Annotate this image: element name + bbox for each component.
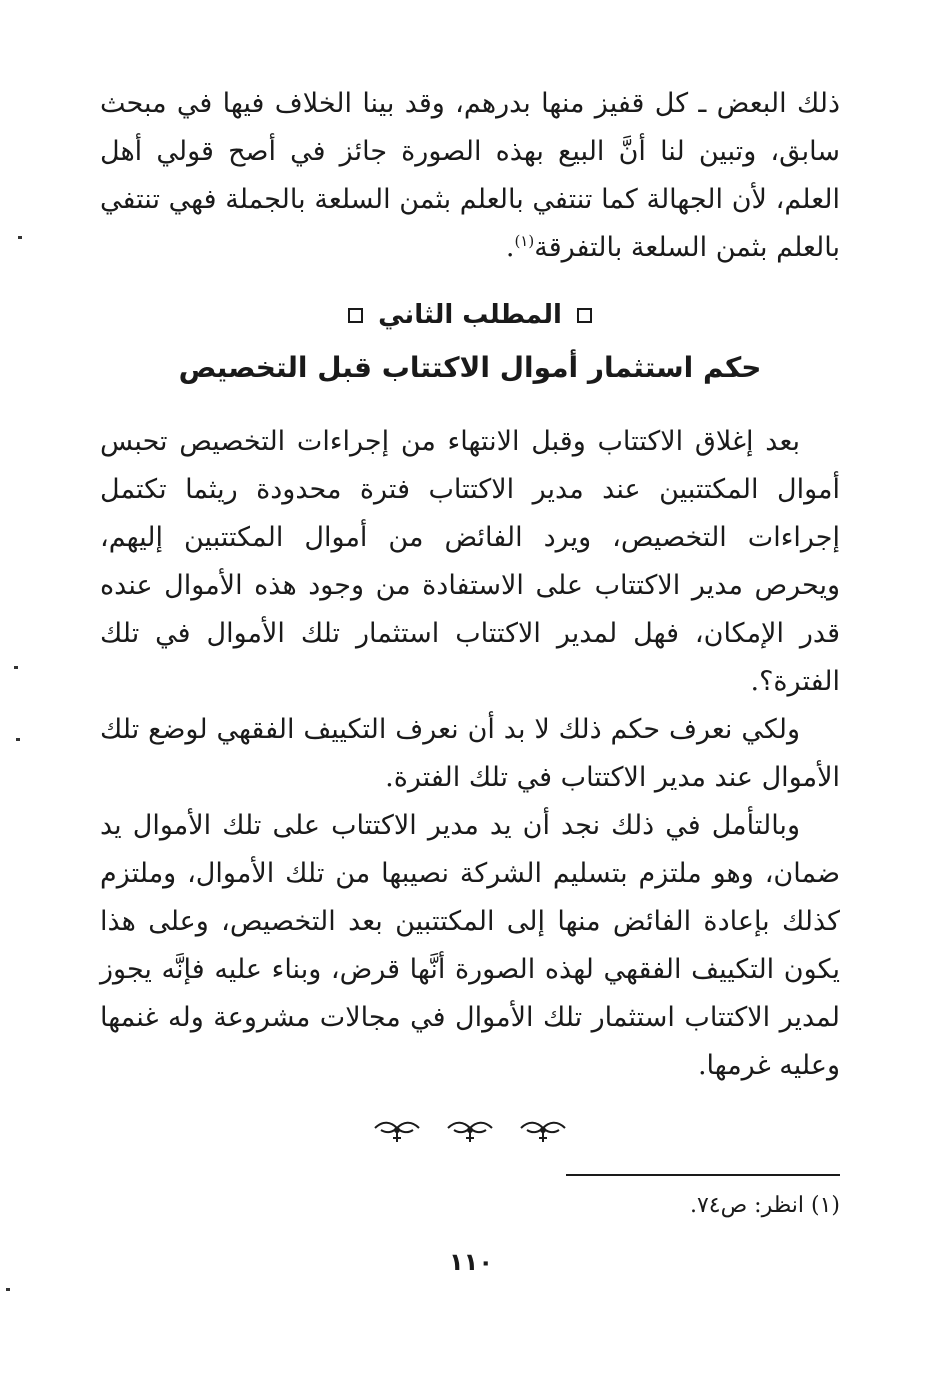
page-body: [100, 80, 840, 1158]
square-bullet-icon: [348, 308, 363, 323]
body-paragraph: وبالتأمل في ذلك نجد أن يد مدير الاكتتاب على تلك الأموال يد ضمان، وهو ملتزم بتسليم الشركة نصيبها من تلك الأموال، وملتزم كذلك بإعادة الفائض منها إلى المكتتبين بعد التخصيص، وعلى هذا يكون التكييف الفقهي لهذه الصورة أنَّها قرض، وبناء عليه فإنَّه يجوز لمدير الاكتتاب استثمار تلك الأموال في مجالات مشروعة وله غنمها وعليه غرمها.: [100, 810, 840, 1081]
body-paragraph: ولكي نعرف حكم ذلك لا بد أن نعرف التكييف الفقهي لوضع تلك الأموال عند مدير الاكتتاب في تلك الفترة.: [100, 714, 840, 793]
footnote-reference[interactable]: (١): [514, 232, 535, 250]
floral-ornament-icon: [373, 1118, 421, 1146]
body-paragraph: بعد إغلاق الاكتتاب وقبل الانتهاء من إجراءات التخصيص تحبس أموال المكتتبين عند مدير الاكتتاب فترة محدودة ريثما تكتمل إجراءات التخصيص، ويرد الفائض من أموال المكتتبين إليهم، ويحرص مدير الاكتتاب على الاستفادة من وجود هذه الأموال عنده قدر الإمكان، فهل لمدير الاكتتاب استثمار تلك الأموال في تلك الفترة؟.: [100, 426, 840, 697]
page-number: ١١٠: [449, 1248, 493, 1276]
section-end-ornaments: [100, 1118, 840, 1158]
intro-paragraph-text: ذلك البعض ـ كل قفيز منها بدرهم، وقد بينا الخلاف فيها في مبحث سابق، وتبين لنا أنَّ البيع بهذه الصورة جائز في أصح قولي أهل العلم، لأن الجهالة كما تنتفي بالعلم بثمن السلعة بالجملة فهي تنتفي بالعلم بثمن السلعة بالتفرقة: [100, 88, 840, 263]
intro-paragraph-end: .: [505, 232, 515, 263]
section-title: حكم استثمار أموال الاكتتاب قبل التخصيص: [178, 351, 762, 384]
intro-paragraph: [100, 80, 840, 272]
section-heading: [100, 290, 840, 340]
footnote: (١) انظر: ص٧٤.: [689, 1193, 840, 1218]
section-heading-label: المطلب الثاني: [378, 300, 562, 330]
scan-speck: [14, 666, 18, 669]
scan-speck: [18, 236, 22, 239]
floral-ornament-icon: [446, 1118, 494, 1146]
footnote-divider: [566, 1174, 840, 1176]
floral-ornament-icon: [519, 1118, 567, 1146]
scan-speck: [16, 738, 20, 741]
square-bullet-icon: [577, 308, 592, 323]
scan-speck: [6, 1288, 10, 1291]
